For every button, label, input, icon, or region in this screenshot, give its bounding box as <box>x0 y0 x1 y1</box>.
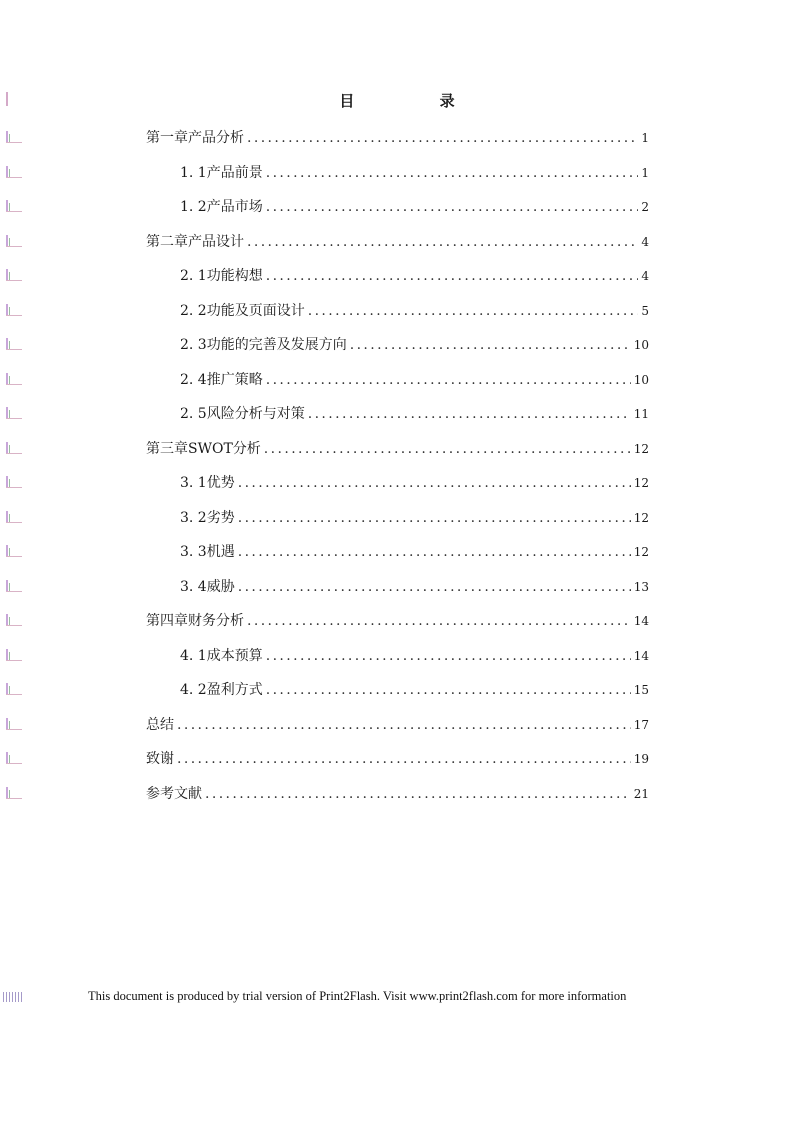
toc-entry-page: 10 <box>633 338 649 352</box>
toc-entry[interactable] <box>180 370 649 390</box>
line-marker <box>4 407 24 421</box>
toc-entry-label: 3. 4威胁 <box>180 579 235 595</box>
line-marker <box>4 338 24 352</box>
footer-icon <box>3 992 25 1002</box>
line-marker <box>4 235 24 249</box>
line-marker <box>4 718 24 732</box>
toc-entry[interactable] <box>146 749 649 769</box>
toc-dot-leader <box>205 784 631 804</box>
toc-entry[interactable] <box>180 508 649 528</box>
toc-dot-leader <box>238 577 631 597</box>
toc-entry-page: 5 <box>641 304 649 318</box>
toc-entry-label: 1. 1产品前景 <box>180 165 263 181</box>
line-marker <box>4 476 24 490</box>
toc-entry-label: 4. 2盈利方式 <box>180 682 263 698</box>
toc-entry-label: 4. 1成本预算 <box>180 648 263 664</box>
toc-entry[interactable] <box>146 439 649 459</box>
line-marker <box>4 649 24 663</box>
toc-entry-label: 3. 2劣势 <box>180 510 235 526</box>
toc-entry-page: 12 <box>633 442 649 456</box>
toc-entry-page: 15 <box>633 683 649 697</box>
toc-entry-label: 第一章产品分析 <box>146 130 244 146</box>
toc-dot-leader <box>264 439 631 459</box>
toc-dot-leader <box>266 646 631 666</box>
toc-dot-leader <box>266 163 639 183</box>
title-marker <box>4 92 24 106</box>
toc-entry[interactable] <box>180 404 649 424</box>
toc-entry-page: 12 <box>633 545 649 559</box>
toc-entry-page: 21 <box>633 787 649 801</box>
toc-dot-leader <box>266 680 631 700</box>
toc-entry[interactable] <box>180 301 649 321</box>
toc-entry-label: 3. 1优势 <box>180 475 235 491</box>
toc-entry-page: 4 <box>641 269 649 283</box>
toc-entry-page: 12 <box>633 476 649 490</box>
toc-entry-page: 12 <box>633 511 649 525</box>
toc-dot-leader <box>266 266 639 286</box>
toc-entry-label: 2. 5风险分析与对策 <box>180 406 305 422</box>
toc-dot-leader <box>247 611 631 631</box>
line-marker <box>4 752 24 766</box>
toc-entry-page: 10 <box>633 373 649 387</box>
toc-entry-page: 11 <box>633 407 649 421</box>
toc-entry-label: 3. 3机遇 <box>180 544 235 560</box>
line-marker <box>4 373 24 387</box>
line-marker <box>4 442 24 456</box>
toc-dot-leader <box>266 370 631 390</box>
line-marker <box>4 200 24 214</box>
toc-dot-leader <box>266 197 639 217</box>
line-marker <box>4 683 24 697</box>
toc-entry[interactable] <box>146 128 649 148</box>
footer-text: This document is produced by trial version of Print2Flash. Visit www.print2flash.com for more information <box>88 989 627 1003</box>
toc-dot-leader <box>238 473 631 493</box>
toc-entry-page: 14 <box>633 614 649 628</box>
toc-entry[interactable] <box>180 473 649 493</box>
line-marker <box>4 304 24 318</box>
toc-entry-label: 1. 2产品市场 <box>180 199 263 215</box>
toc-entry-label: 致谢 <box>146 751 174 767</box>
toc-entry-label: 第二章产品设计 <box>146 234 244 250</box>
toc-entry[interactable] <box>146 611 649 631</box>
toc-dot-leader <box>350 335 631 355</box>
toc-entry-page: 1 <box>641 131 649 145</box>
line-marker <box>4 269 24 283</box>
toc-entry-label: 2. 1功能构想 <box>180 268 263 284</box>
toc-entry-label: 总结 <box>146 717 174 733</box>
line-marker <box>4 131 24 145</box>
toc-dot-leader <box>308 404 631 424</box>
toc-entry[interactable] <box>146 784 649 804</box>
toc-entry[interactable] <box>146 232 649 252</box>
toc-entry[interactable] <box>180 542 649 562</box>
toc-dot-leader <box>238 542 631 562</box>
line-marker <box>4 787 24 801</box>
toc-entry[interactable] <box>146 715 649 735</box>
toc-entry-label: 2. 2功能及页面设计 <box>180 303 305 319</box>
toc-dot-leader <box>308 301 639 321</box>
toc-entry[interactable] <box>180 577 649 597</box>
toc-entry-label: 第三章SWOT分析 <box>146 441 261 457</box>
toc-dot-leader <box>247 128 638 148</box>
toc-dot-leader <box>247 232 638 252</box>
toc-entry-page: 4 <box>641 235 649 249</box>
toc-dot-leader <box>177 749 631 769</box>
toc-entry-page: 14 <box>633 649 649 663</box>
toc-entry-page: 1 <box>641 166 649 180</box>
toc-entry-label: 参考文献 <box>146 786 202 802</box>
toc-entry[interactable] <box>180 646 649 666</box>
line-marker <box>4 580 24 594</box>
toc-entry-page: 2 <box>641 200 649 214</box>
toc-entry[interactable] <box>180 197 649 217</box>
toc-dot-leader <box>177 715 631 735</box>
line-marker <box>4 166 24 180</box>
toc-entry-page: 19 <box>633 752 649 766</box>
toc-entry-page: 13 <box>633 580 649 594</box>
line-marker <box>4 511 24 525</box>
toc-entry-label: 2. 3功能的完善及发展方向 <box>180 337 347 353</box>
toc-entry[interactable] <box>180 163 649 183</box>
toc-entry[interactable] <box>180 680 649 700</box>
toc-dot-leader <box>238 508 631 528</box>
line-marker <box>4 614 24 628</box>
toc-entry[interactable] <box>180 266 649 286</box>
toc-entry-page: 17 <box>633 718 649 732</box>
page-title: 目 录 <box>339 92 495 110</box>
toc-entry-label: 第四章财务分析 <box>146 613 244 629</box>
line-marker <box>4 545 24 559</box>
toc-entry[interactable] <box>180 335 649 355</box>
toc-entry-label: 2. 4推广策略 <box>180 372 263 388</box>
